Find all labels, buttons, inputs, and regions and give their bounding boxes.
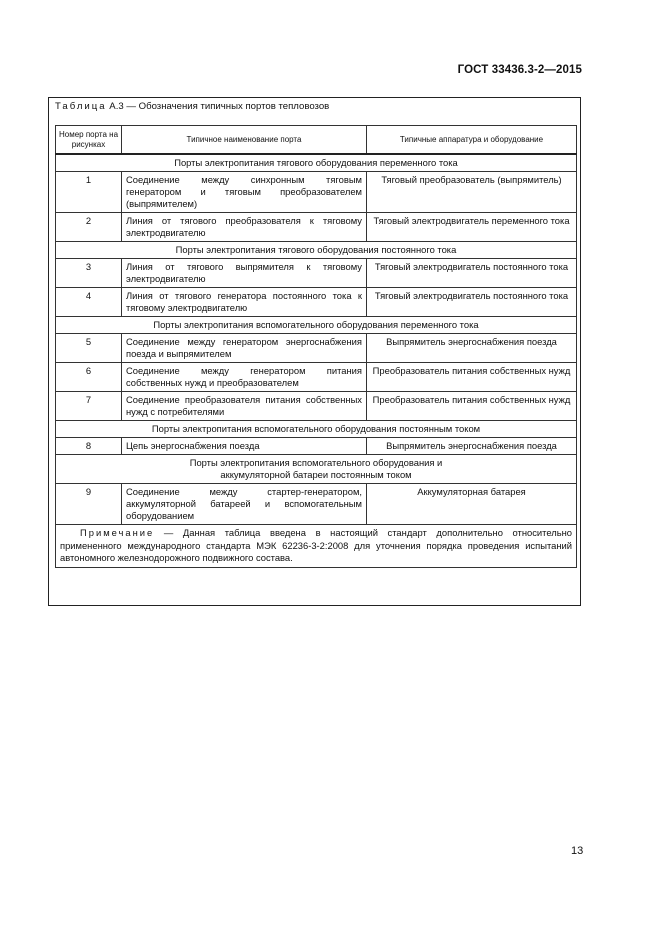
section-row: [56, 242, 577, 259]
port-number: 4: [56, 288, 122, 317]
table-header-row: [56, 126, 577, 155]
port-name: Линия от тягового генератора постоянного тока к тяговому электродвигателю: [122, 288, 367, 317]
note-text: — Данная таблица введена в настоящий стандарт дополнительно относительно примененного международного стандарта МЭК 62236-3-2:2008 для уточнения порядка проведения испытаний автономного железнодорожного подвижного состава.: [60, 527, 573, 563]
table-row: [56, 438, 577, 455]
table-row: [56, 259, 577, 288]
section-title: Порты электропитания вспомогательного оборудования переменного тока: [56, 317, 577, 334]
port-name: Соединение между стартер-генератором, аккумуляторной батареей и вспомогательным оборудованием: [122, 484, 367, 525]
table-row: [56, 363, 577, 392]
port-equipment: Выпрямитель энергоснабжения поезда: [367, 438, 577, 455]
section-title: Порты электропитания вспомогательного оборудования постоянным током: [56, 421, 577, 438]
table-row: [56, 288, 577, 317]
section-row: [56, 154, 577, 172]
port-name: Соединение между генератором энергоснабжения поезда и выпрямителем: [122, 334, 367, 363]
section-row: [56, 317, 577, 334]
table-row: [56, 392, 577, 421]
table-row: [56, 213, 577, 242]
port-equipment: Тяговый электродвигатель постоянного тока: [367, 288, 577, 317]
note-row: [56, 525, 577, 568]
port-equipment: Выпрямитель энергоснабжения поезда: [367, 334, 577, 363]
port-equipment: Преобразователь питания собственных нужд: [367, 392, 577, 421]
port-equipment: Тяговый электродвигатель постоянного тока: [367, 259, 577, 288]
table-row: [56, 484, 577, 525]
column-header-equipment: Типичные аппаратура и оборудование: [367, 126, 577, 155]
port-number: 3: [56, 259, 122, 288]
table-title: А.3 — Обозначения типичных портов тепловозов: [109, 101, 330, 112]
section-row: [56, 421, 577, 438]
port-equipment: Аккумуляторная батарея: [367, 484, 577, 525]
port-number: 7: [56, 392, 122, 421]
port-name: Цепь энергоснабжения поезда: [122, 438, 367, 455]
column-header-number: Номер порта на рисунках: [56, 126, 122, 155]
section-row: [56, 455, 577, 484]
port-number: 1: [56, 172, 122, 213]
note-label: Примечание: [80, 527, 155, 538]
page-number: 13: [571, 845, 584, 857]
section-title: Порты электропитания тягового оборудования переменного тока: [56, 154, 577, 172]
port-equipment: Тяговый преобразователь (выпрямитель): [367, 172, 577, 213]
port-number: 9: [56, 484, 122, 525]
port-equipment: Тяговый электродвигатель переменного тока: [367, 213, 577, 242]
port-number: 6: [56, 363, 122, 392]
table-label: Таблица: [55, 101, 107, 112]
ports-table: [55, 125, 577, 568]
section-title: Порты электропитания тягового оборудования постоянного тока: [56, 242, 577, 259]
port-equipment: Преобразователь питания собственных нужд: [367, 363, 577, 392]
port-name: Линия от тягового преобразователя к тяговому электродвигателю: [122, 213, 367, 242]
table-frame: [48, 97, 581, 606]
port-name: Соединение преобразователя питания собственных нужд с потребителями: [122, 392, 367, 421]
section-title: Порты электропитания вспомогательного оборудования и аккумуляторной батареи постоянным током: [56, 455, 577, 484]
table-row: [56, 172, 577, 213]
table-row: [56, 334, 577, 363]
port-name: Соединение между генератором питания собственных нужд и преобразователем: [122, 363, 367, 392]
table-note: [56, 525, 577, 568]
table-caption: [55, 101, 329, 112]
port-number: 5: [56, 334, 122, 363]
port-number: 8: [56, 438, 122, 455]
standard-designation: ГОСТ 33436.3-2—2015: [457, 64, 582, 76]
port-name: Соединение между синхронным тяговым генератором и тяговым преобразователем (выпрямителем): [122, 172, 367, 213]
column-header-name: Типичное наименование порта: [122, 126, 367, 155]
port-name: Линия от тягового выпрямителя к тяговому электродвигателю: [122, 259, 367, 288]
port-number: 2: [56, 213, 122, 242]
